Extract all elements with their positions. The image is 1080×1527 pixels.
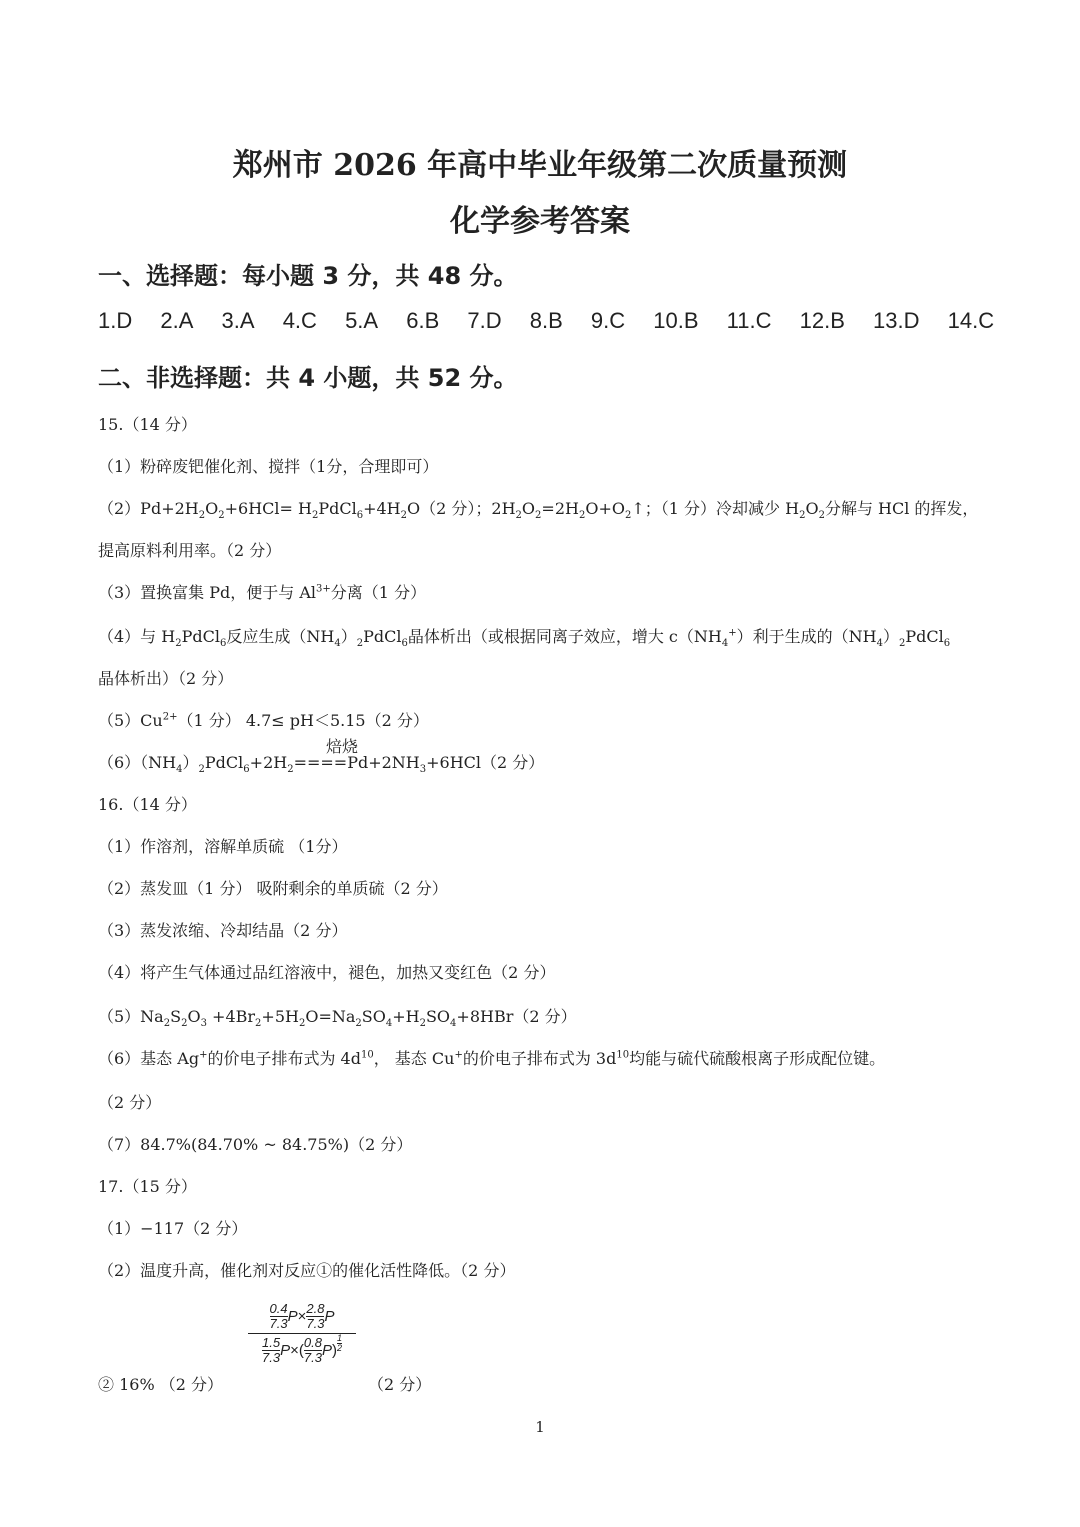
answer-item: 3.A xyxy=(221,308,255,333)
q15-reaction-condition: 焙烧 xyxy=(326,737,359,756)
q16-answer-1: （1）作溶剂，溶解单质硫 （1分） xyxy=(98,837,348,856)
q17-header: 17.（15 分） xyxy=(98,1177,197,1196)
answer-item: 13.D xyxy=(873,308,920,333)
q15-header: 15.（14 分） xyxy=(98,415,197,434)
answer-item: 2.A xyxy=(160,308,194,333)
section-1-heading: 一、选择题：每小题 3 分，共 48 分。 xyxy=(98,262,518,290)
q15-answer-6: $(6)(NH_4)_2PdCl_6+2H_2====Pd+2NH_3+6HCl(2$ 分） xyxy=(98,753,545,776)
answer-item: 5.A xyxy=(345,308,379,333)
q15-answer-1: （1）粉碎废钯催化剂、搅拌（1分，合理即可） xyxy=(98,457,439,476)
multiple-choice-answers xyxy=(98,308,994,334)
section-2-heading: 二、非选择题：共 4 小题，共 52 分。 xyxy=(98,364,518,392)
page-number: 1 xyxy=(535,1418,545,1436)
q16-answer-3: （3）蒸发浓缩、冷却结晶（2 分） xyxy=(98,921,348,940)
q16-answer-6: （6）基态 Ag+的价电子排布式为 $4d^{10}$， 基态 Cu+的价电子排布式为 $3d^{10}$均能与硫代硫酸根离子形成配位键。 xyxy=(98,1049,886,1068)
q17-answer-3-score: （2 分） xyxy=(368,1375,432,1394)
q16-answer-5: $(5)Na_2S_2O_3 +4Br_2+5H_2O=Na_2SO_4+H_2SO_4+8HBr(2$ 分） xyxy=(98,1007,577,1030)
q15-answer-2: $(2)Pd+2H_2O_2+6HCl=$ $H_2PdCl_6+4H_2O(2$ 分）；$2H_2O_2=2H_2O+O_2↑$；（1 分）冷却减少 $H_2O_2$分解与 HCl 的挥发， xyxy=(98,499,979,522)
answer-item: 6.B xyxy=(406,308,440,333)
kp-expression xyxy=(248,1302,356,1365)
q16-answer-4: （4）将产生气体通过品红溶液中，褪色，加热又变红色（2 分） xyxy=(98,963,556,982)
q16-header: 16.（14 分） xyxy=(98,795,197,814)
answer-item: 4.C xyxy=(282,308,317,333)
q17-answer-2: （2）温度升高，催化剂对反应①的催化活性降低。（2 分） xyxy=(98,1261,516,1280)
q16-answer-6-cont: （2 分） xyxy=(98,1093,162,1112)
q15-answer-5: $(5)Cu^{2+}(1$ 分） 4.7≤ pH＜5.15（2 分） xyxy=(98,711,429,730)
answer-item: 7.D xyxy=(467,308,502,333)
q15-answer-2-cont: 提高原料利用率。（2 分） xyxy=(98,541,282,560)
answer-item: 12.B xyxy=(799,308,845,333)
answer-item: 9.C xyxy=(590,308,626,333)
answer-item: 8.B xyxy=(529,308,563,333)
answer-item: 10.B xyxy=(653,308,699,333)
answer-item: 11.C xyxy=(726,308,772,333)
q15-answer-4-cont: 晶体析出）（2 分） xyxy=(98,669,234,688)
exam-title: 郑州市 2026 年高中毕业年级第二次质量预测 xyxy=(232,148,848,183)
kp-denominator: $\frac{1.5}{7.3}$ P × ( $\frac{0.8}{7.3}$ P ) $\frac{1}{2}$ xyxy=(262,1333,342,1365)
q17-answer-1: （1）−117（2 分） xyxy=(98,1219,248,1238)
q17-answer-3: ② 16% （2 分） xyxy=(98,1375,224,1394)
kp-numerator: $\frac{0.4}{7.3}$ P × $\frac{2.8}{7.3}$ P xyxy=(269,1301,335,1331)
q15-answer-4: （4）与 $H_2PdCl_6$反应生成$(NH_4)_2PdCl_6$晶体析出（或根据同离子效应，增大 $c(NH_4^+)$利于生成的$(NH_4)_2PdCl_6$ xyxy=(98,627,951,650)
answer-key-title: 化学参考答案 xyxy=(450,204,630,239)
q15-answer-3: （3）置换富集 Pd，便于与 $Al^{3+}$分离（1 分） xyxy=(98,583,427,602)
answer-item: 1.D xyxy=(98,308,133,333)
answer-item: 14.C xyxy=(947,308,995,333)
q16-answer-7: （7）84.7%(84.70% ~ 84.75%)（2 分） xyxy=(98,1135,413,1154)
q16-answer-2: （2）蒸发皿（1 分） 吸附剩余的单质硫（2 分） xyxy=(98,879,448,898)
